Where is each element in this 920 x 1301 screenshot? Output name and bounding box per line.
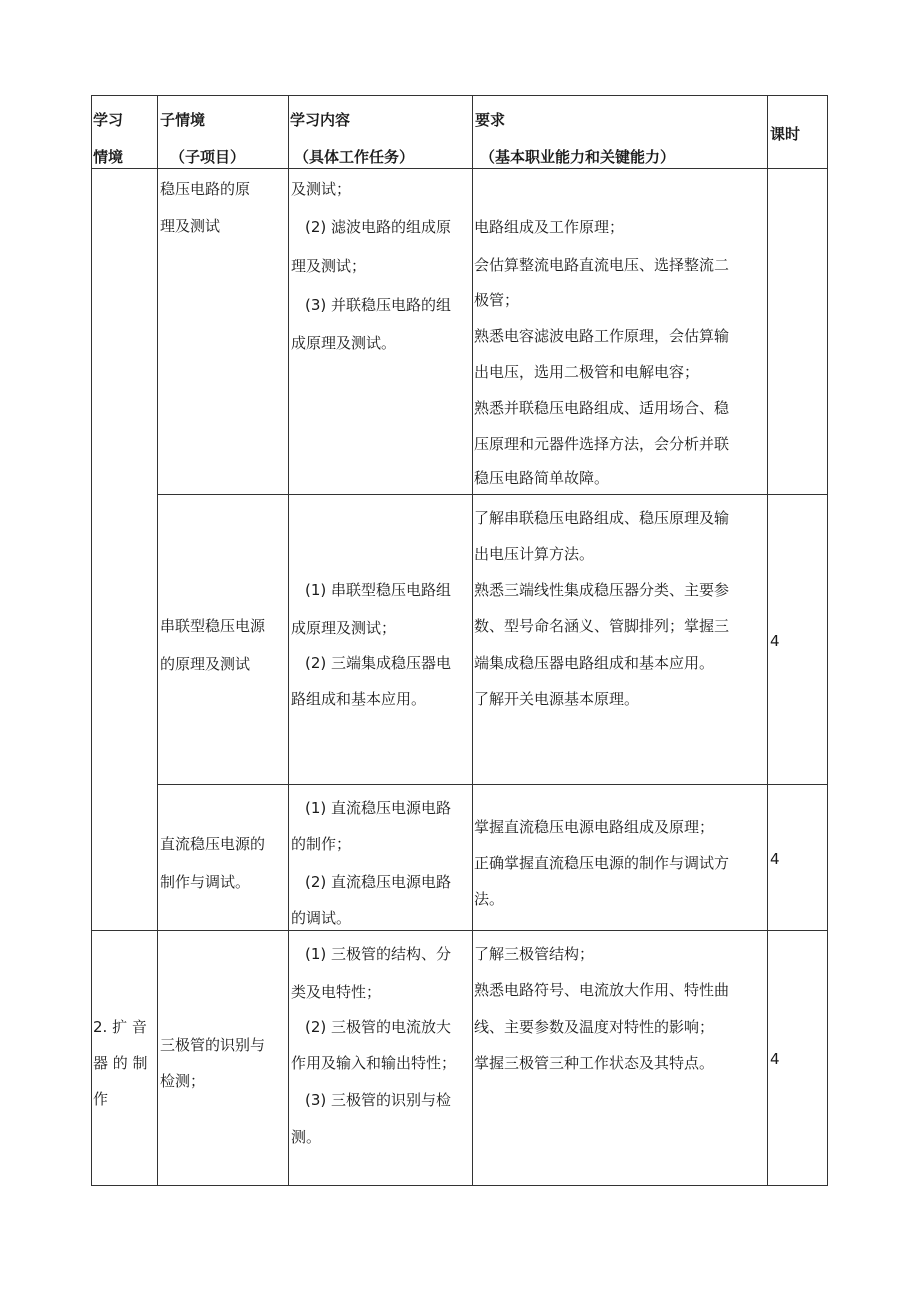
row4-req-line1: 了解三极管结构； — [474, 945, 595, 963]
row4-situation-line3: 作 — [93, 1090, 109, 1108]
row1-req-line7: 压原理和元器件选择方法，会分析并联 — [474, 435, 730, 453]
row1-req-line1: 电路组成及工作原理； — [474, 218, 625, 236]
row1-content-line5: 成原理及测试。 — [291, 334, 397, 352]
row4-situation-line1: 2. 扩 音 — [93, 1018, 147, 1036]
row1-content-line1: 及测试； — [291, 180, 352, 198]
header-requirements-line1: 要求 — [475, 111, 506, 129]
row2-req-line2: 出电压计算方法。 — [474, 545, 595, 563]
row4-content-line4: 作用及输入和输出特性； — [291, 1054, 457, 1072]
row3-req-line3: 法。 — [474, 890, 505, 908]
header-content-line1: 学习内容 — [290, 111, 351, 129]
row2-req-line1: 了解串联稳压电路组成、稳压原理及输 — [474, 509, 730, 527]
row3-content-line1: (1) 直流稳压电源电路 — [305, 799, 452, 817]
header-situation-line2: 情境 — [93, 148, 124, 166]
header-sub-situation-line2: （子项目） — [170, 148, 246, 166]
table-border-right — [827, 95, 828, 1185]
row2-content-line4: 路组成和基本应用。 — [291, 690, 427, 708]
row2-hours: 4 — [770, 632, 780, 650]
row4-content-line2: 类及电特性； — [291, 983, 382, 1001]
row3-hours: 4 — [770, 850, 780, 868]
row4-situation-line2: 器 的 制 — [93, 1054, 148, 1072]
row3-req-line2: 正确掌握直流稳压电源的制作与调试方 — [474, 854, 730, 872]
row3-sub-situation-line2: 制作与调试。 — [160, 873, 251, 891]
row1-sub-situation-line2: 理及测试 — [160, 217, 221, 235]
row3-content-line3: (2) 直流稳压电源电路 — [305, 873, 452, 891]
row4-content-line6: 测。 — [291, 1128, 322, 1146]
row1-content-line2: (2) 滤波电路的组成原 — [305, 218, 452, 236]
row-divider-1 — [157, 494, 828, 495]
header-situation-line1: 学习 — [93, 111, 124, 129]
row4-content-line5: (3) 三极管的识别与检 — [305, 1091, 452, 1109]
column-divider-4 — [767, 95, 768, 1185]
row3-content-line2: 的制作； — [291, 835, 352, 853]
row1-content-line4: (3) 并联稳压电路的组 — [305, 296, 452, 314]
row2-sub-situation-line2: 的原理及测试 — [160, 655, 251, 673]
row1-req-line8: 稳压电路简单故障。 — [474, 469, 610, 487]
row2-content-line1: (1) 串联型稳压电路组 — [305, 581, 452, 599]
row-divider-header — [91, 168, 828, 169]
column-divider-2 — [288, 95, 289, 1185]
row3-req-line1: 掌握直流稳压电源电路组成及原理； — [474, 818, 715, 836]
row1-req-line5: 出电压，选用二极管和电解电容； — [474, 363, 700, 381]
table-border-top — [91, 95, 828, 96]
header-hours: 课时 — [770, 125, 801, 143]
row2-req-line6: 了解开关电源基本原理。 — [474, 690, 640, 708]
row3-sub-situation-line1: 直流稳压电源的 — [160, 835, 266, 853]
row4-content-line1: (1) 三极管的结构、分 — [305, 945, 452, 963]
row1-content-line3: 理及测试； — [291, 257, 367, 275]
row2-content-line3: (2) 三端集成稳压器电 — [305, 654, 452, 672]
row1-req-line4: 熟悉电容滤波电路工作原理，会估算输 — [474, 327, 730, 345]
column-divider-3 — [472, 95, 473, 1185]
row2-req-line5: 端集成稳压器电路组成和基本应用。 — [474, 654, 715, 672]
row1-req-line3: 极管； — [474, 291, 520, 309]
row4-sub-situation-line1: 三极管的识别与 — [160, 1036, 266, 1054]
row1-req-line6: 熟悉并联稳压电路组成、适用场合、稳 — [474, 399, 730, 417]
row4-content-line3: (2) 三极管的电流放大 — [305, 1018, 452, 1036]
header-sub-situation-line1: 子情境 — [160, 111, 206, 129]
row4-sub-situation-line2: 检测； — [160, 1072, 206, 1090]
row4-hours: 4 — [770, 1050, 780, 1068]
row2-sub-situation-line1: 串联型稳压电源 — [160, 617, 266, 635]
row1-req-line2: 会估算整流电路直流电压、选择整流二 — [474, 256, 730, 274]
row4-req-line4: 掌握三极管三种工作状态及其特点。 — [474, 1054, 715, 1072]
row2-req-line4: 数、型号命名涵义、管脚排列；掌握三 — [474, 617, 730, 635]
column-divider-1 — [157, 95, 158, 1185]
row2-content-line2: 成原理及测试； — [291, 619, 397, 637]
table-border-left — [91, 95, 92, 1185]
row4-req-line3: 线、主要参数及温度对特性的影响； — [474, 1018, 715, 1036]
row-divider-3 — [91, 930, 828, 931]
header-content-line2: （具体工作任务） — [294, 148, 415, 166]
header-requirements-line2: （基本职业能力和关键能力） — [480, 148, 676, 166]
row-divider-2 — [157, 784, 828, 785]
row2-req-line3: 熟悉三端线性集成稳压器分类、主要参 — [474, 581, 730, 599]
row3-content-line4: 的调试。 — [291, 909, 352, 927]
row1-sub-situation-line1: 稳压电路的原 — [160, 180, 251, 198]
row4-req-line2: 熟悉电路符号、电流放大作用、特性曲 — [474, 981, 730, 999]
table-border-bottom — [91, 1185, 828, 1186]
